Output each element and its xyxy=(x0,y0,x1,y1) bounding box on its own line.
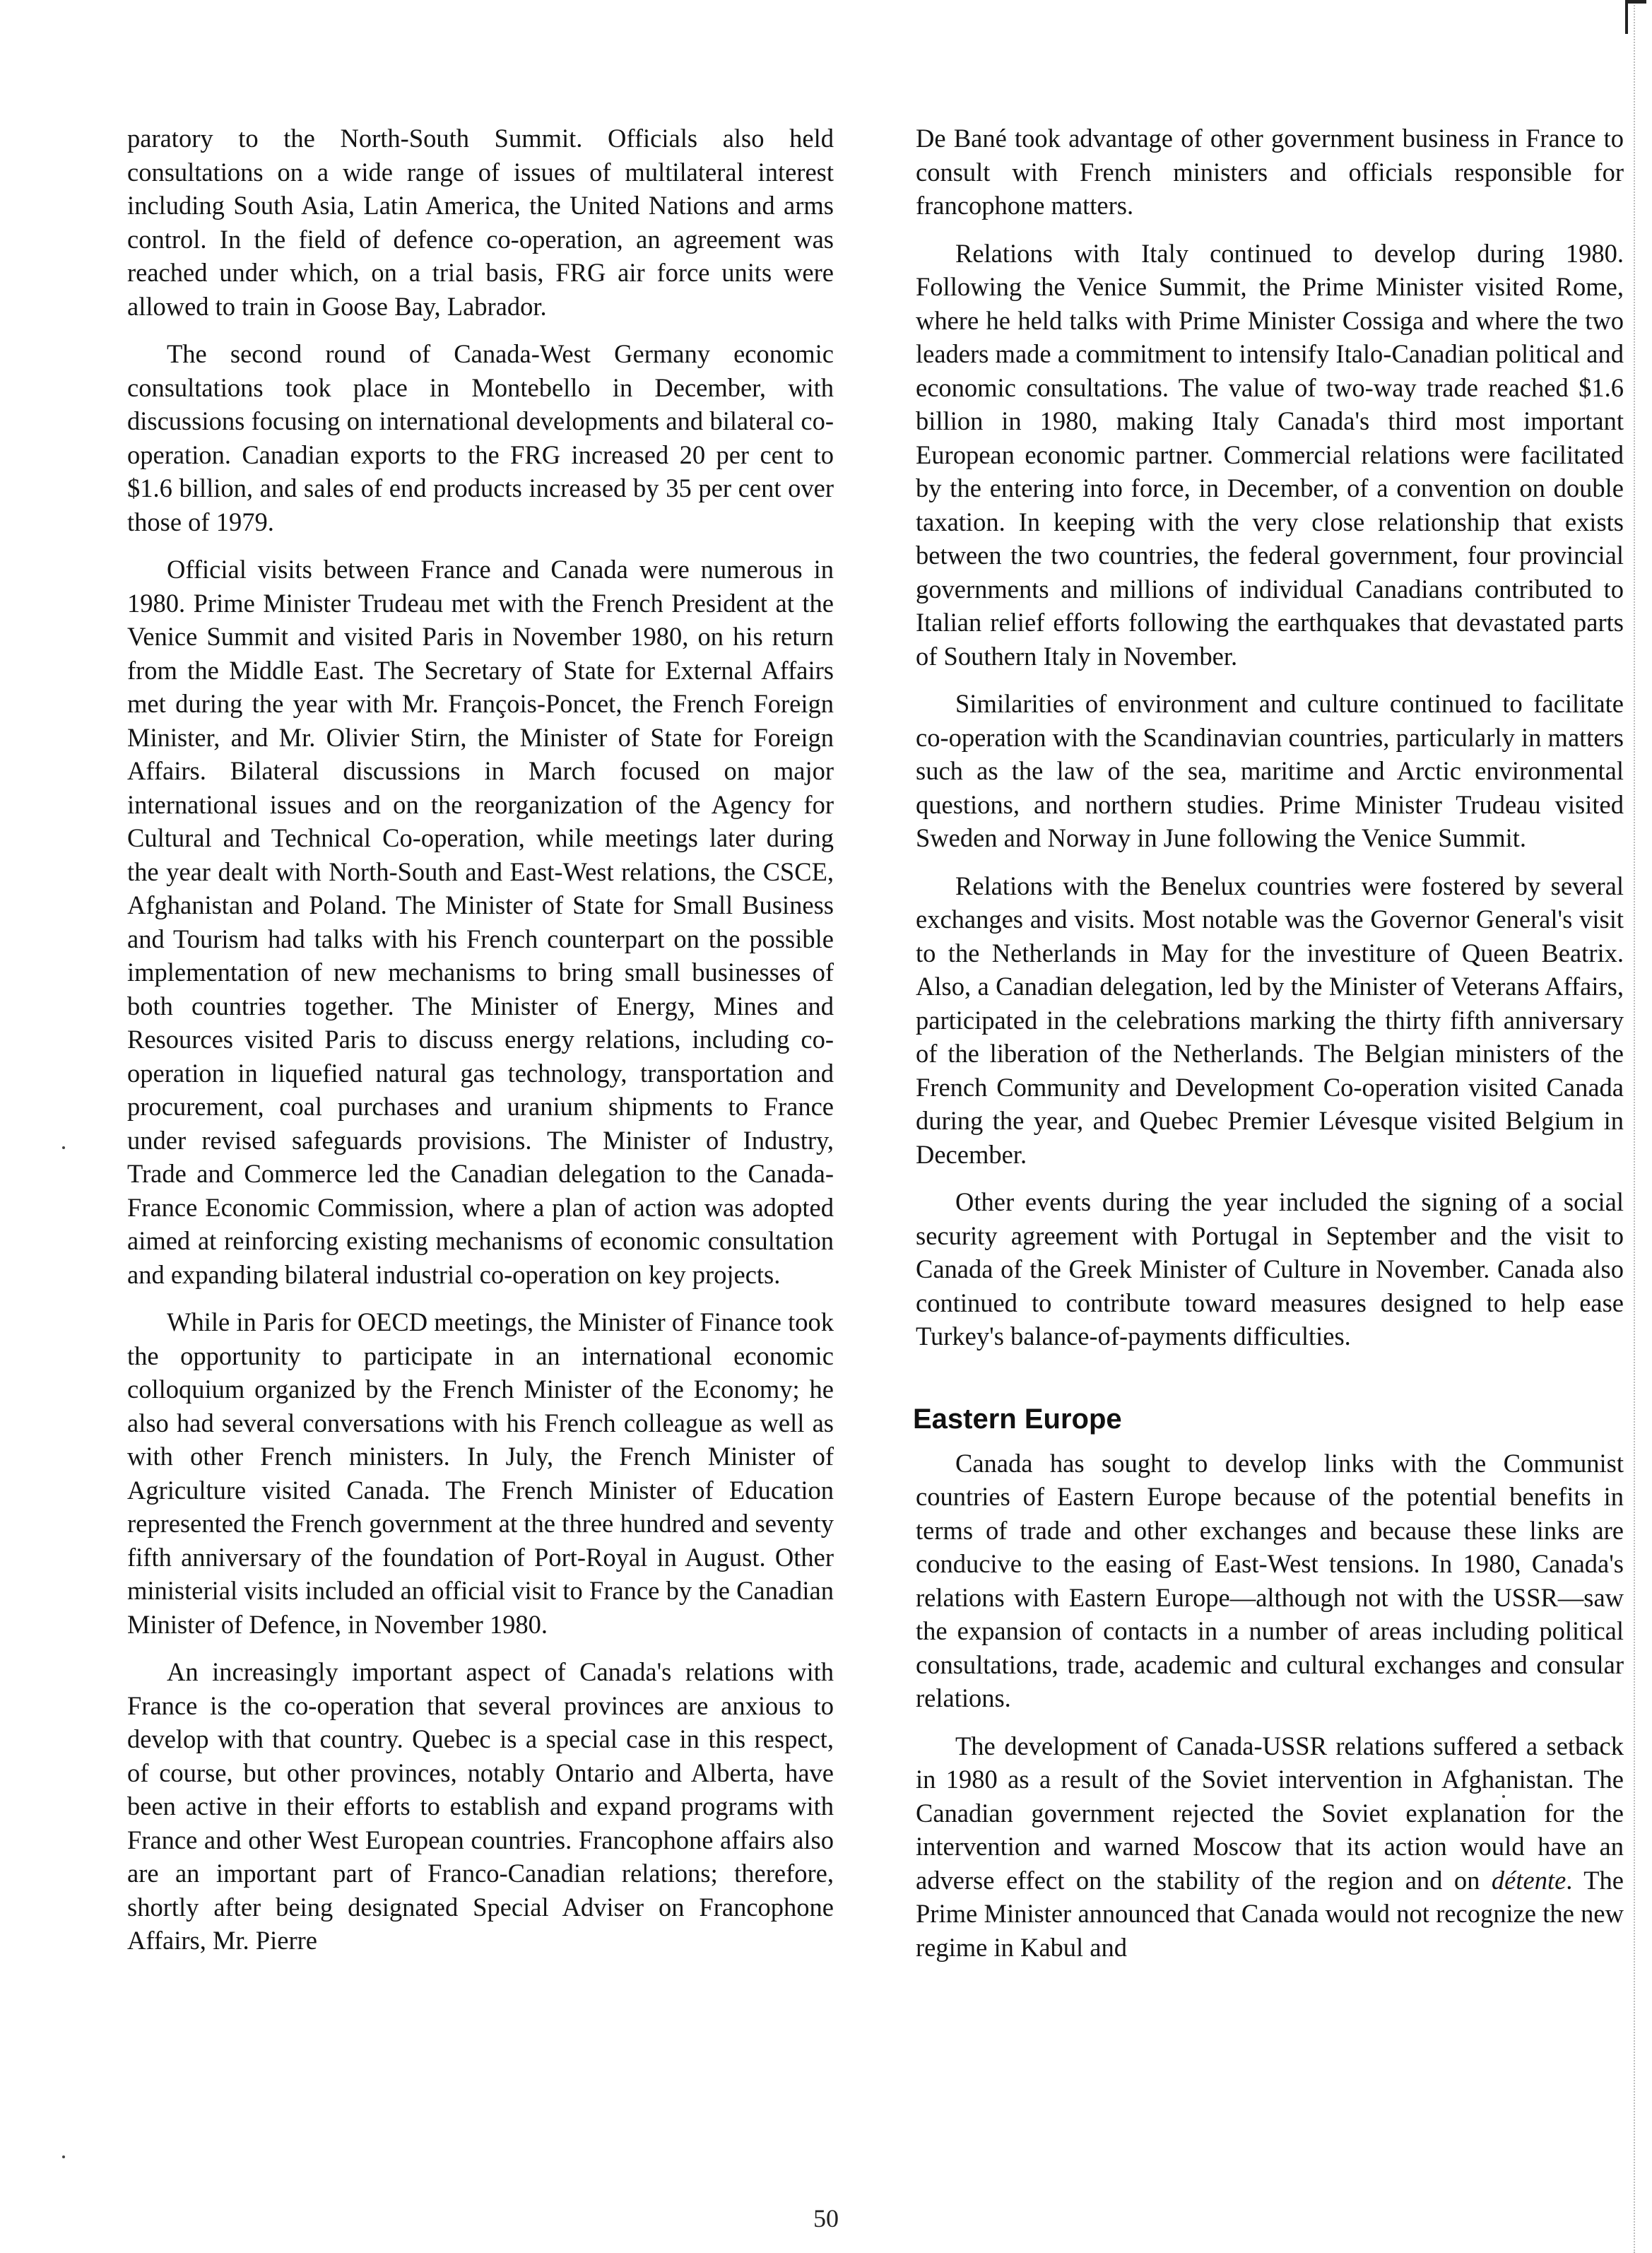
page-number: 50 xyxy=(813,2204,839,2233)
paragraph: paratory to the North-South Summit. Officials also held consultations on a wide range of issues of multilateral interest including South Asia, Latin America, the United Nations and arms control. In the field of defence co-operation, an agreement was reached under which, on a trial basis, FRG air force units were allowed to train in Goose Bay, Labrador. xyxy=(127,124,834,321)
paragraph: Similarities of environment and culture continued to facilitate co-operation with the Scandinavian countries, particularly in matters such as the law of the sea, maritime and Arctic environmental questions, and northern studies. Prime Minister Trudeau visited Sweden and Norway in June following the Venice Summit. xyxy=(916,689,1624,852)
left-column xyxy=(127,122,834,1972)
paragraph: The second round of Canada-West Germany economic consultations took place in Montebello in December, with discussions focusing on international developments and bilateral co-operation. Canadian exports to the FRG increased 20 per cent to $1.6 billion, and sales of end products increased by 35 per cent over those of 1979. xyxy=(127,339,834,536)
text-run: . The Prime Minister announced that Canada would not recognize the new regime in Kabul and xyxy=(916,1865,1624,1962)
section-heading: Eastern Europe xyxy=(913,1403,1122,1435)
scan-speck xyxy=(1502,1795,1505,1798)
paragraph: An increasingly important aspect of Canada's relations with France is the co-operation that several provinces are anxious to develop with that country. Quebec is a special case in this respect, of course, but other provinces, notably Ontario and Alberta, have been active in their efforts to establish and expand programs with France and other West European countries. Francophone affairs also are an important part of Franco-Canadian relations; therefore, shortly after being designated Special Adviser on Francophone Affairs, Mr. Pierre xyxy=(127,1657,834,1955)
text-run: The development of Canada-USSR relations suffered a setback in 1980 as a result of the Soviet intervention in Afghanistan. The Canadian government rejected the Soviet explanation for the intervention and warned Moscow that its action would have an adverse effect on the stability of the region and on xyxy=(916,1731,1624,1895)
paragraph: Canada has sought to develop links with the Communist countries of Eastern Europe because of the potential benefits in terms of trade and other exchanges and because these links are conducive to the easing of East-West tensions. In 1980, Canada's relations with Eastern Europe—although not with the USSR—saw the expansion of contacts in a number of areas including political consultations, trade, academic and cultural exchanges and consular relations. xyxy=(916,1448,1624,1712)
scan-speck xyxy=(62,2155,65,2158)
scan-speck xyxy=(62,1146,65,1149)
right-column xyxy=(913,122,1624,1978)
scan-edge xyxy=(1634,0,1638,2253)
paragraph: Relations with the Benelux countries were fostered by several exchanges and visits. Most notable was the Governor General's visit to the Netherlands in May for the investiture of Queen Beatrix. Also, a Canadian delegation, led by the Minister of Veterans Affairs, participated in the celebrations marking the thirty fifth anniversary of the liberation of the Netherlands. The Belgian ministers of the French Community and Development Co-operation visited Canada during the year, and Quebec Premier Lévesque visited Belgium in December. xyxy=(916,871,1624,1169)
paragraph: While in Paris for OECD meetings, the Minister of Finance took the opportunity to participate in an international economic colloquium organized by the French Minister of the Economy; he also had several conversations with his French colleague as well as with other French ministers. In July, the French Minister of Agriculture visited Canada. The French Minister of Education represented the French government at the three hundred and seventy fifth anniversary of the foundation of Port-Royal in August. Other ministerial visits included an official visit to France by the Canadian Minister of Defence, in November 1980. xyxy=(127,1307,834,1639)
italic-term: détente xyxy=(1491,1865,1567,1895)
paragraph: Official visits between France and Canada were numerous in 1980. Prime Minister Trudeau met with the French President at the Venice Summit and visited Paris in November 1980, on his return from the Middle East. The Secretary of State for External Affairs met during the year with Mr. François-Poncet, the French Foreign Minister, and Mr. Olivier Stirn, the Minister of State for Foreign Affairs. Bilateral discussions in March focused on major international issues and on the reorganization of the Agency for Cultural and Technical Co-operation, while meetings later during the year dealt with North-South and East-West relations, the CSCE, Afghanistan and Poland. The Minister of State for Small Business and Tourism had talks with his French counterpart on the possible implementation of new mechanisms to bring small businesses of both countries together. The Minister of Energy, Mines and Resources visited Paris to discuss energy relations, including co-operation in liquefied natural gas technology, transportation and procurement, coal purchases and uranium shipments to France under revised safeguards provisions. The Minister of Industry, Trade and Commerce led the Canadian delegation to the Canada-France Economic Commission, where a plan of action was adopted aimed at reinforcing existing mechanisms of economic consultation and expanding bilateral industrial co-operation on key projects. xyxy=(127,555,834,1289)
paragraph: De Bané took advantage of other government business in France to consult with French ministers and officials responsible for francophone matters. xyxy=(916,124,1624,220)
scan-edge-corner xyxy=(1625,0,1646,34)
paragraph xyxy=(916,1729,1624,1965)
paragraph: Other events during the year included the signing of a social security agreement with Portugal in September and the visit to Canada of the Greek Minister of Culture in November. Canada also continued to contribute toward measures designed to help ease Turkey's balance-of-payments difficulties. xyxy=(916,1187,1624,1351)
paragraph: Relations with Italy continued to develop during 1980. Following the Venice Summit, the Prime Minister visited Rome, where he held talks with Prime Minister Cossiga and where the two leaders made a commitment to intensify Italo-Canadian political and economic consultations. The value of two-way trade reached $1.6 billion in 1980, making Italy Canada's third most important European economic partner. Commercial relations were facilitated by the entering into force, in December, of a convention on double taxation. In keeping with the very close relationship that exists between the two countries, the federal government, four provincial governments and millions of individual Canadians contributed to Italian relief efforts following the earthquakes that devastated parts of Southern Italy in November. xyxy=(916,238,1624,671)
